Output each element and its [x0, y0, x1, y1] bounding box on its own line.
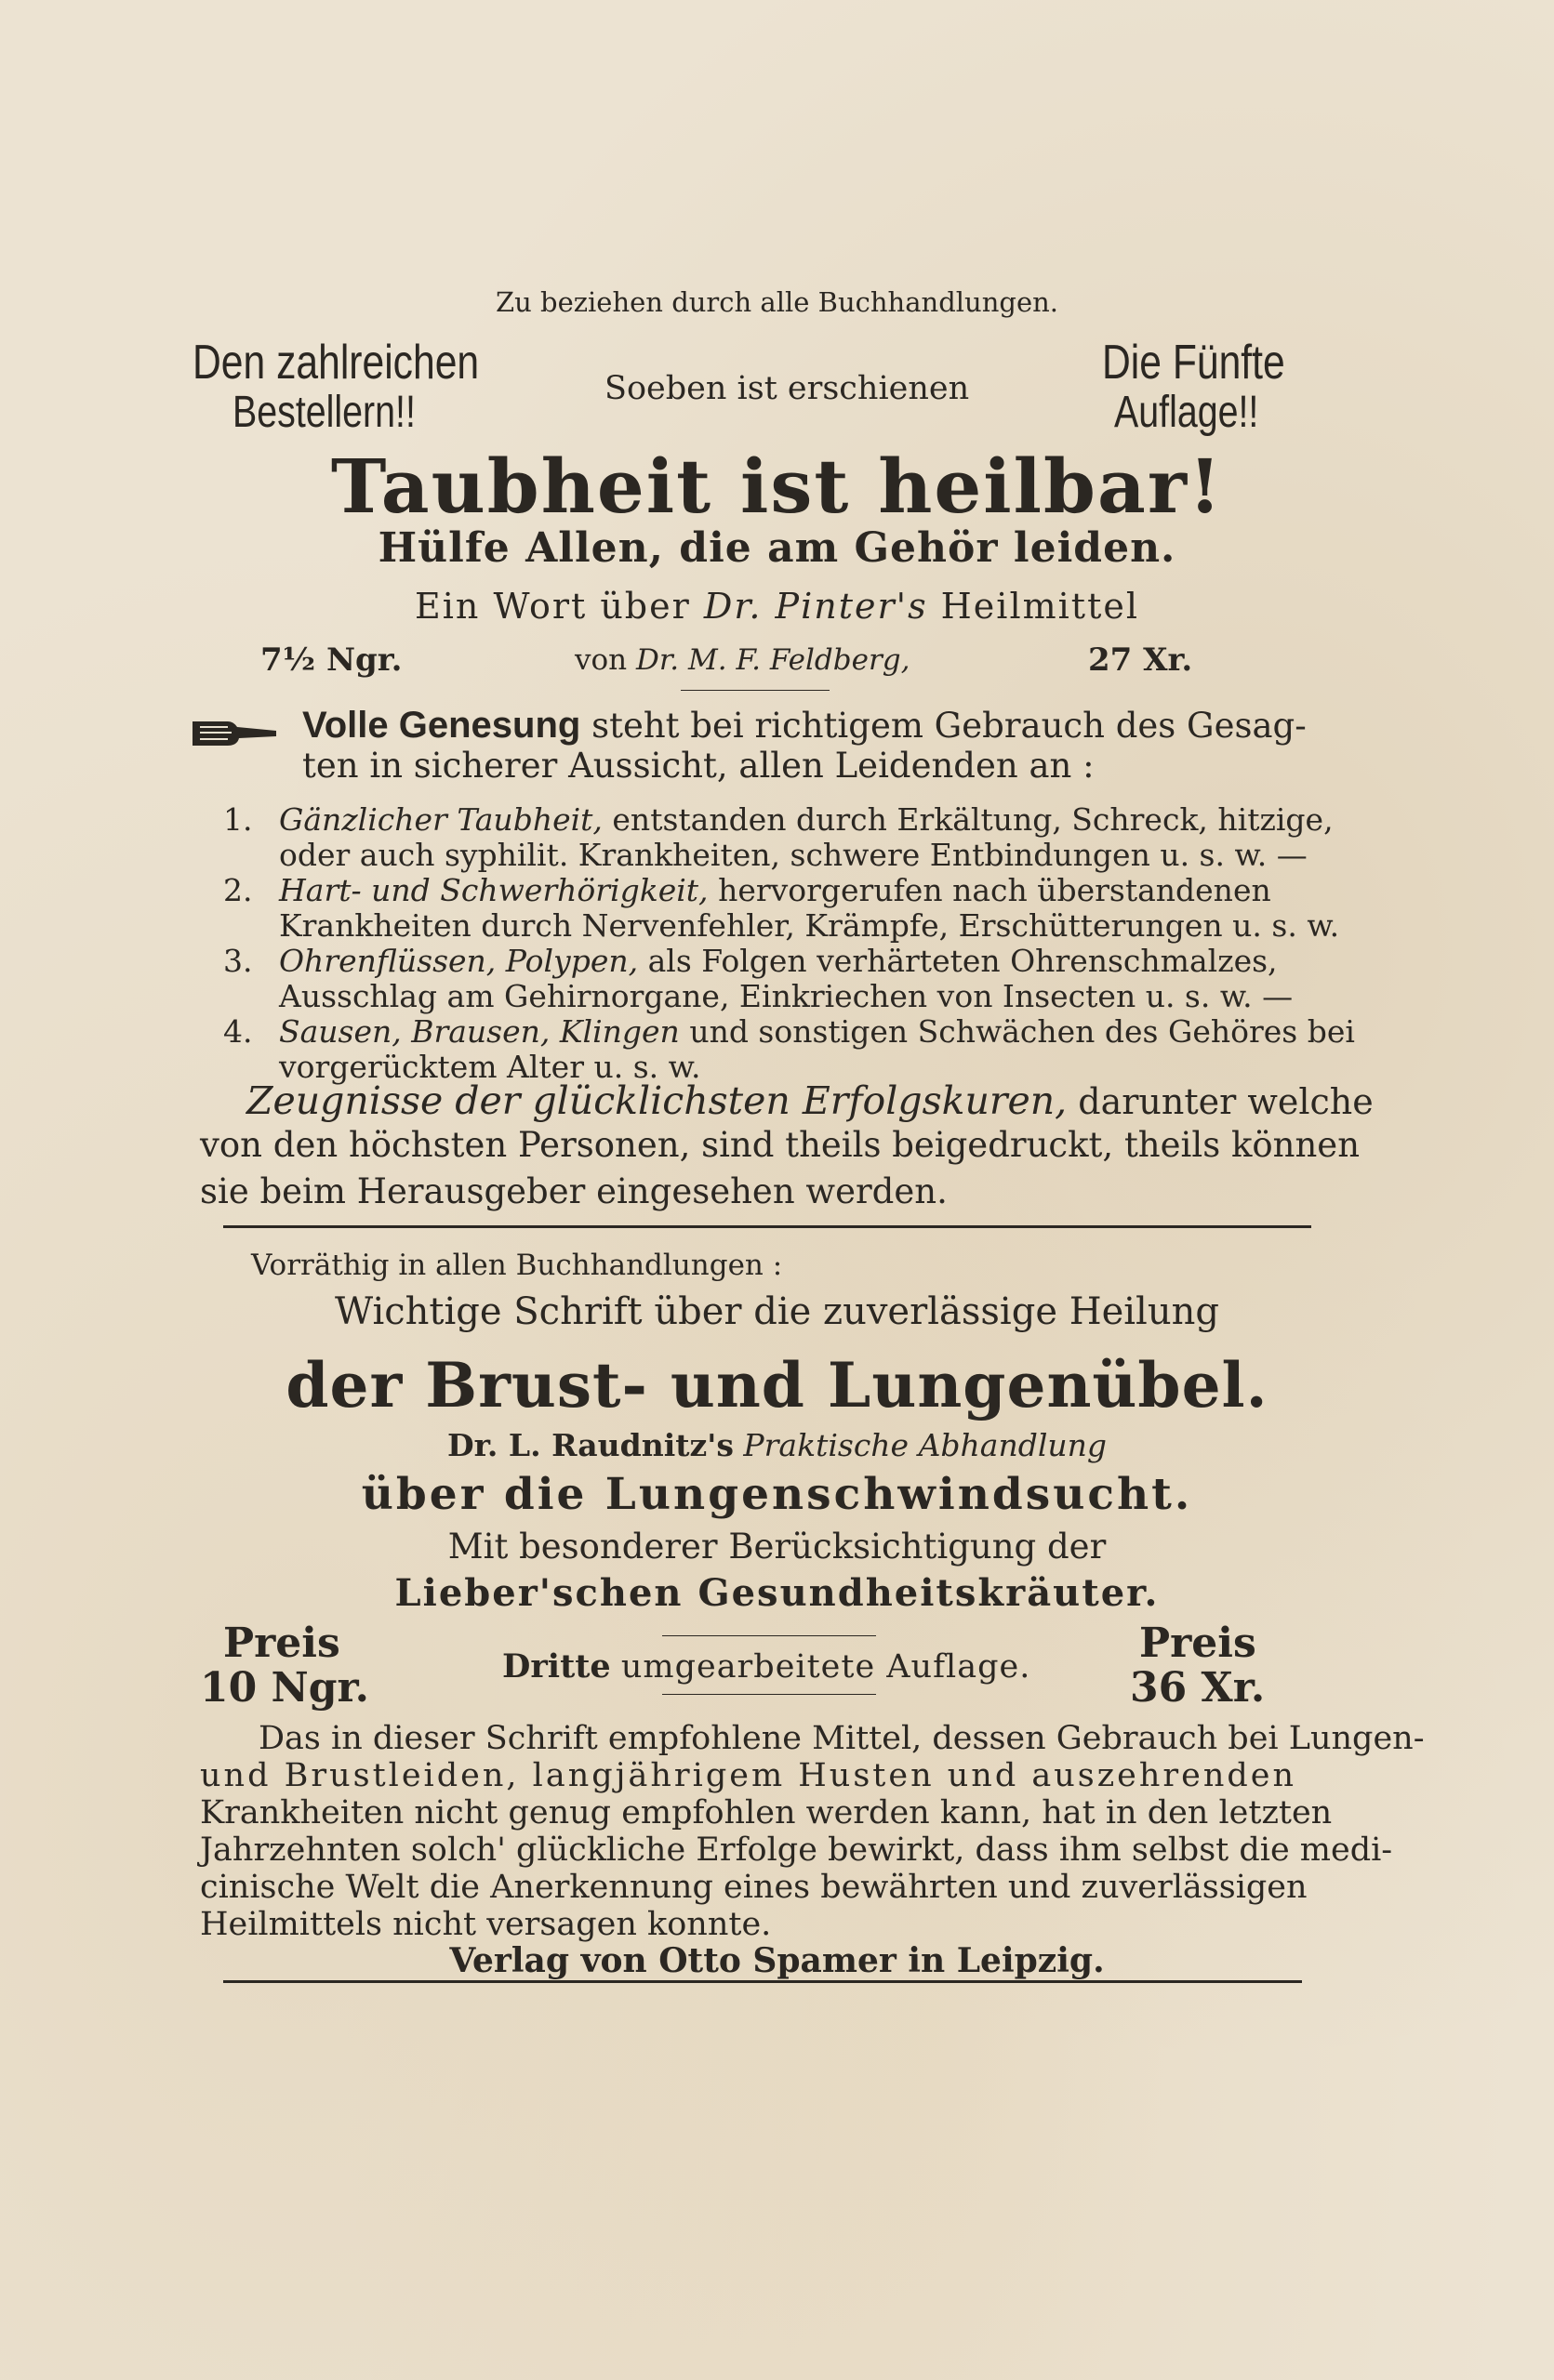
- ad1-testimonial-em: Zeugnisse der glücklichsten Erfolgskuren,: [246, 1078, 1068, 1123]
- list-item-emphasis: Ohrenflüssen, Polypen,: [279, 943, 639, 979]
- ad1-intro-bold: Volle Genesung: [302, 705, 581, 746]
- list-item-text: entstanden durch Erkältung, Schreck, hitzige,: [612, 801, 1334, 838]
- ad2-header: Vorräthig in allen Buchhandlungen :: [251, 1249, 783, 1282]
- list-item-emphasis: Hart- und Schwerhörigkeit,: [279, 872, 709, 908]
- ad2-author: [0, 1427, 1554, 1463]
- ad2-body-line: und Brustleiden, langjährigem Husten und auszehrenden: [200, 1757, 1297, 1794]
- ad1-title: Taubheit ist heilbar!: [330, 443, 1224, 530]
- ad2-body-line: cinische Welt die Anerkennung eines bewährten und zuverlässigen: [200, 1869, 1308, 1906]
- ad1-testimonial-rest: darunter welche: [1078, 1081, 1374, 1122]
- ad1-header: Zu beziehen durch alle Buchhandlungen.: [495, 286, 1059, 318]
- list-item: [223, 872, 1311, 909]
- ad2-line-3: Lieber'schen Gesundheitskräuter.: [394, 1571, 1160, 1615]
- ad1-right-top: Die Fünfte: [1102, 336, 1285, 390]
- ad1-left-bottom: Bestellern!!: [232, 388, 416, 437]
- ad1-right-bottom: Auflage!!: [1114, 388, 1259, 437]
- ad1-byline-prefix: Ein Wort über: [415, 586, 691, 627]
- ad1-intro-line-2: ten in sicherer Aussicht, allen Leidenden an :: [302, 746, 1095, 786]
- ad1-middle: Soeben ist erschienen: [604, 370, 970, 407]
- list-item: [223, 801, 1334, 839]
- list-item-text: und sonstigen Schwächen des Gehöres bei: [689, 1013, 1355, 1050]
- ad1-testimonial-line-3: sie beim Herausgeber eingesehen werden.: [200, 1171, 948, 1211]
- list-item: [223, 943, 1311, 980]
- ad1-intro-rest: steht bei richtigem Gebrauch des Gesag-: [591, 706, 1307, 746]
- ad1-testimonial-line-1: [246, 1078, 1374, 1123]
- list-item-emphasis: Gänzlicher Taubheit,: [279, 801, 603, 838]
- ad2-line-2: Mit besonderer Berücksichtigung der: [447, 1527, 1107, 1567]
- ad2-body-line: Jahrzehnten solch' glückliche Erfolge bewirkt, dass ihm selbst die medi-: [200, 1831, 1393, 1869]
- ad2-price-left-label: Preis: [223, 1620, 340, 1667]
- ad2-edition-rule-bottom: [662, 1694, 876, 1695]
- list-item-continuation: Ausschlag am Gehirnorgane, Einkriechen von Insecten u. s. w. —: [279, 978, 1294, 1014]
- ad1-byline: [0, 586, 1554, 627]
- ad2-price-left-value: 10 Ngr.: [200, 1664, 369, 1712]
- pointing-hand-icon: [191, 714, 279, 751]
- ad2-author-italic: Praktische Abhandlung: [743, 1427, 1108, 1463]
- ad2-subject: über die Lungenschwindsucht.: [361, 1469, 1193, 1520]
- list-item-text: als Folgen verhärteten Ohrenschmalzes,: [647, 943, 1278, 979]
- ad1-price-right: 27 Xr.: [1088, 641, 1193, 679]
- ad2-publisher: Verlag von Otto Spamer in Leipzig.: [449, 1941, 1105, 1980]
- ad2-author-bold: Dr. L. Raudnitz's: [446, 1427, 734, 1463]
- ad1-author-name: Dr. M. F. Feldberg,: [636, 643, 910, 677]
- ad1-intro-line-1: [302, 705, 1307, 747]
- ad1-short-rule: [681, 690, 830, 691]
- ad2-body-line: Krankheiten nicht genug empfohlen werden kann, hat in den letzten: [200, 1794, 1333, 1831]
- ad2-edition-rest: umgearbeitete Auflage.: [620, 1648, 1031, 1686]
- ad1-author-prefix: von: [575, 643, 628, 677]
- ad2-edition-rule-top: [662, 1635, 876, 1636]
- ad2-line-1: Wichtige Schrift über die zuverlässige Heilung: [335, 1290, 1219, 1333]
- ad2-body-line: Das in dieser Schrift empfohlene Mittel, dessen Gebrauch bei Lungen-: [259, 1720, 1425, 1757]
- ad1-testimonial-line-2: von den höchsten Personen, sind theils beigedruckt, theils können: [200, 1125, 1361, 1165]
- list-item-continuation: Krankheiten durch Nervenfehler, Krämpfe, Erschütterungen u. s. w.: [279, 907, 1340, 944]
- list-item-number: 4.: [223, 1013, 253, 1050]
- list-item-number: 1.: [223, 801, 253, 838]
- list-item: [223, 1013, 1355, 1051]
- ad2-body-line: Heilmittels nicht versagen konnte.: [200, 1906, 772, 1943]
- list-item-emphasis: Sausen, Brausen, Klingen: [279, 1013, 680, 1050]
- ad1-byline-suffix: Heilmittel: [940, 586, 1139, 627]
- ad2-title: der Brust- und Lungenübel.: [286, 1349, 1268, 1421]
- list-item-continuation: oder auch syphilit. Krankheiten, schwere Entbindungen u. s. w. —: [279, 837, 1308, 873]
- ad1-byline-author: Dr. Pinter's: [703, 586, 928, 627]
- ad1-left-top: Den zahlreichen: [193, 336, 480, 390]
- ad2-price-right-value: 36 Xr.: [1130, 1664, 1266, 1712]
- ad2-price-right-label: Preis: [1139, 1620, 1256, 1667]
- list-item-number: 2.: [223, 872, 253, 908]
- list-item-continuation: vorgerücktem Alter u. s. w.: [279, 1049, 701, 1085]
- list-item-text: hervorgerufen nach überstandenen: [718, 872, 1271, 908]
- ad2-edition-bold: Dritte: [502, 1647, 611, 1686]
- bottom-divider: [223, 1980, 1302, 1983]
- ad1-price-left: 7½ Ngr.: [260, 641, 403, 679]
- section-divider: [223, 1225, 1311, 1228]
- ad1-subtitle: Hülfe Allen, die am Gehör leiden.: [378, 524, 1176, 572]
- list-item-number: 3.: [223, 943, 253, 979]
- ad2-edition: [502, 1647, 1030, 1686]
- ad1-author-line: [575, 643, 910, 677]
